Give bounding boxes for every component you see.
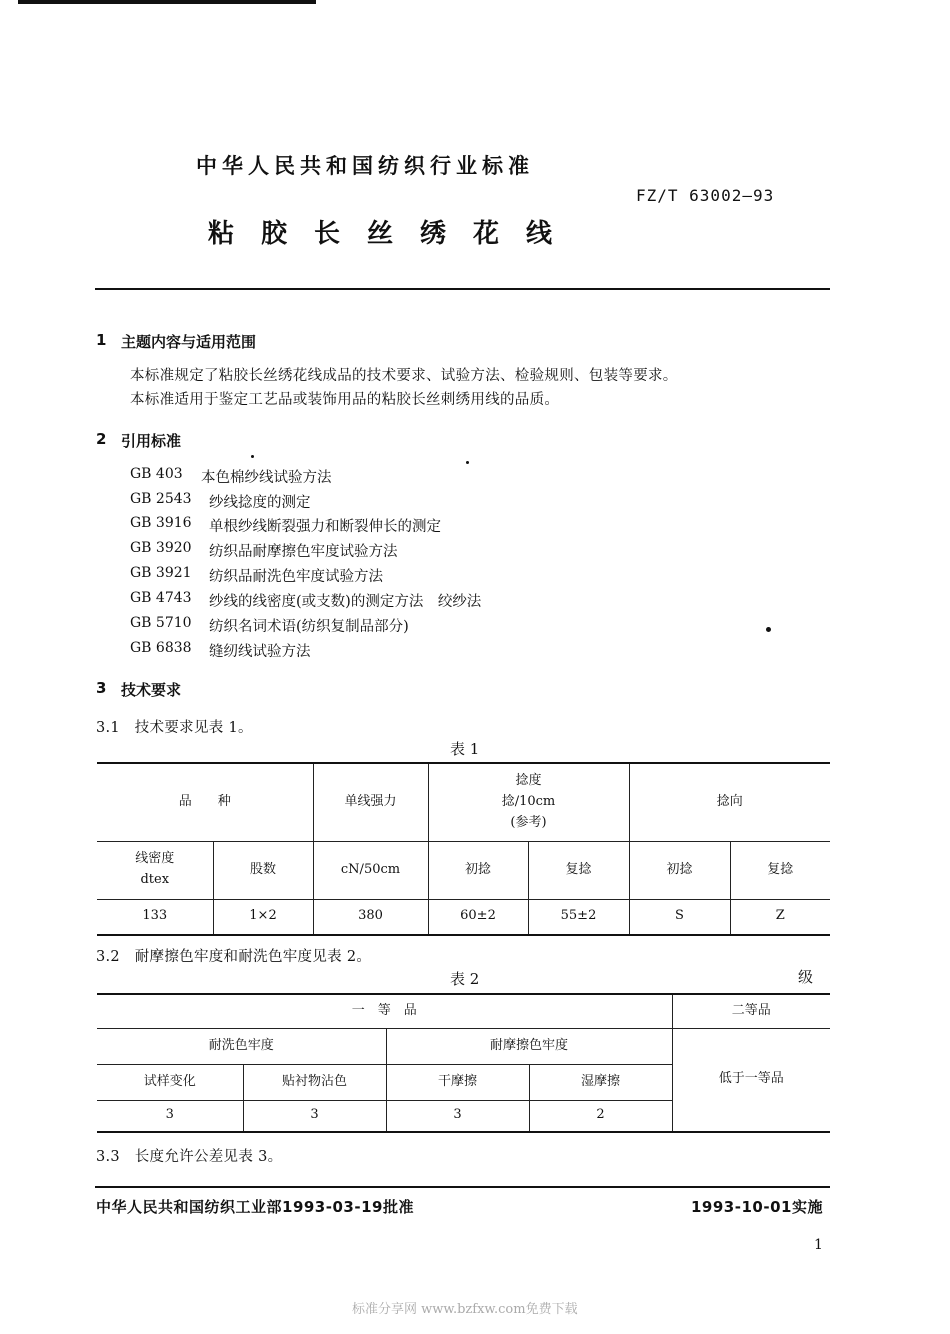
table-cell: 3 [386,1100,529,1132]
table-1-header-direction-first: 初捻 [629,841,730,899]
table-2-unit: 级 [798,968,814,986]
table-2-header-rub-fastness: 耐摩擦色牢度 [386,1028,672,1064]
table-1-header-strength: 单线强力 [313,763,428,841]
table-1-caption: 表 1 [450,740,480,758]
table-cell: Z [730,899,830,935]
standard-code: FZ/T 63002—93 [636,186,775,205]
org-title: 中华人民共和国纺织行业标准 [196,154,534,178]
table-cell: S [629,899,730,935]
scan-speck [766,627,771,632]
table-1-header-density [97,841,213,899]
table-2-header-second-grade: 二等品 [672,994,830,1028]
scan-speck [466,461,469,464]
section-3-title: 技术要求 [121,681,182,699]
table-cell: 1×2 [213,899,313,935]
table-1 [97,762,830,936]
section-1-number: 1 [96,331,107,349]
table-row [97,899,830,935]
reference-code: GB 403 [130,466,183,482]
reference-code: GB 3916 [130,515,192,531]
page-number: 1 [814,1237,823,1253]
title-divider [95,288,830,290]
table-2-header-wash-fastness: 耐洗色牢度 [97,1028,386,1064]
table-2-header-first-grade: 一 等 品 [97,994,672,1028]
table-2-header-dry-rub: 干摩擦 [386,1064,529,1100]
twist-reference: (参考) [510,814,547,830]
watermark-text: 标准分享网 www.bzfxw.com免费下载 [352,1302,578,1317]
reference-code: GB 4743 [130,590,192,606]
table-2-caption: 表 2 [450,970,480,988]
reference-name: 纺织名词术语(纺织复制品部分) [209,619,409,635]
table-1-header-ply: 股数 [213,841,313,899]
table-cell: 55±2 [528,899,629,935]
reference-name: 单根纱线断裂强力和断裂伸长的测定 [209,519,441,535]
reference-name: 本色棉纱线试验方法 [201,470,332,486]
reference-code: GB 3921 [130,565,192,581]
table-1-header-strength-unit: cN/50cm [313,841,428,899]
section-1-paragraph-1: 本标准规定了粘胶长丝绣花线成品的技术要求、试验方法、检验规则、包装等要求。 [130,368,678,384]
scan-speck [251,455,254,458]
table-cell: 133 [97,899,213,935]
clause-3-3: 3.3 长度允许公差见表 3。 [96,1149,283,1165]
clause-3-2: 3.2 耐摩擦色牢度和耐洗色牢度见表 2。 [96,949,372,965]
reference-code: GB 3920 [130,540,192,556]
section-3-number: 3 [96,679,107,697]
table-1-header-direction: 捻向 [629,763,830,841]
table-1-header-twist [428,763,629,841]
reference-name: 纱线的线密度(或支数)的测定方法 绞纱法 [209,594,482,610]
table-1-header-variety: 品 种 [97,763,313,841]
section-1-paragraph-2: 本标准适用于鉴定工艺品或装饰用品的粘胶长丝刺绣用线的品质。 [130,392,560,408]
table-2-second-grade-value: 低于一等品 [672,1028,830,1132]
table-2-header-staining: 贴衬物沾色 [243,1064,386,1100]
table-1-header-second-twist: 复捻 [528,841,629,899]
section-2-number: 2 [96,430,107,448]
table-cell: 3 [243,1100,386,1132]
density-unit: dtex [140,872,170,887]
twist-label: 捻度 [515,773,542,789]
density-label: 线密度 [135,851,175,867]
reference-code: GB 6838 [130,640,192,656]
table-cell: 380 [313,899,428,935]
reference-name: 纱线捻度的测定 [209,495,311,511]
twist-unit: 捻/10cm [501,793,556,809]
footer-divider [95,1186,830,1188]
table-2 [97,993,830,1133]
reference-code: GB 2543 [130,491,192,507]
approval-line: 中华人民共和国纺织工业部1993-03-19批准 [96,1198,414,1216]
implementation-date: 1993-10-01实施 [691,1198,823,1216]
top-border-line [18,0,316,4]
reference-name: 纺织品耐摩擦色牢度试验方法 [209,544,398,560]
table-2-header-wet-rub: 湿摩擦 [529,1064,672,1100]
table-cell: 2 [529,1100,672,1132]
table-cell: 3 [97,1100,243,1132]
table-cell: 60±2 [428,899,528,935]
reference-name: 纺织品耐洗色牢度试验方法 [209,569,383,585]
table-2-header-change: 试样变化 [97,1064,243,1100]
clause-3-1: 3.1 技术要求见表 1。 [96,720,253,736]
section-2-title: 引用标准 [121,432,182,450]
document-title: 粘胶长丝绣花线 [208,219,580,249]
reference-name: 缝纫线试验方法 [209,644,311,660]
table-1-header-direction-second: 复捻 [730,841,830,899]
table-1-header-first-twist: 初捻 [428,841,528,899]
section-1-title: 主题内容与适用范围 [121,333,257,351]
reference-code: GB 5710 [130,615,192,631]
